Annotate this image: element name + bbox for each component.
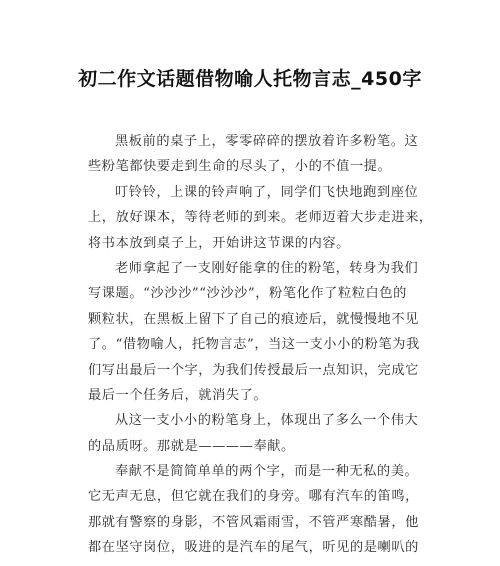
- text-line: 些粉笔都快要走到生命的尽头了，小的不值一提。: [88, 159, 392, 175]
- text-line: 写课题。“沙沙沙”“沙沙沙”，粉笔化作了粒粒白色的: [88, 286, 407, 302]
- document-title: 初二作文话题借物喻人托物言志_450字: [78, 68, 422, 90]
- text-line: 的品质呀。那就是————奉献。: [88, 438, 295, 454]
- text-line: 了。“借物喻人，托物言志”，当这一支小小的粉笔为我: [88, 337, 420, 353]
- text-line: 将书本放到桌子上，开始讲这节课的内容。: [88, 235, 350, 251]
- text-line: 上，放好课本，等待老师的到来。老师迈着大步走进来，: [88, 210, 433, 226]
- text-line: 奉献不是简简单单的两个字，而是一种无私的美。: [115, 464, 419, 480]
- text-line: 那就有警察的身影，不管风霜雨雪，不管严寒酷暑，他: [88, 514, 419, 530]
- text-line: 黑板前的桌子上，零零碎碎的摆放着许多粉笔。这: [115, 134, 419, 149]
- text-line: 都在坚守岗位，吸进的是汽车的尾气，听见的是喇叭的: [88, 540, 419, 556]
- text-line: 老师拿起了一支刚好能拿的住的粉笔，转身为我们: [115, 260, 419, 276]
- text-line: 颗粒状，在黑板上留下了自己的痕迹后，就慢慢地不见: [88, 311, 419, 327]
- text-line: 最后一个任务后，就消失了。: [88, 387, 268, 403]
- text-line: 叮铃铃，上课的铃声响了，同学们飞快地跑到座位: [115, 184, 419, 200]
- text-line: 它无声无息，但它就在我们的身旁。哪有汽车的笛鸣，: [88, 489, 419, 505]
- text-line: 们写出最后一个字，为我们传授最后一点知识，完成它: [88, 362, 419, 378]
- document-body: [88, 129, 433, 561]
- text-line: 从这一支小小的粉笔身上，体现出了多么一个伟大: [115, 413, 419, 429]
